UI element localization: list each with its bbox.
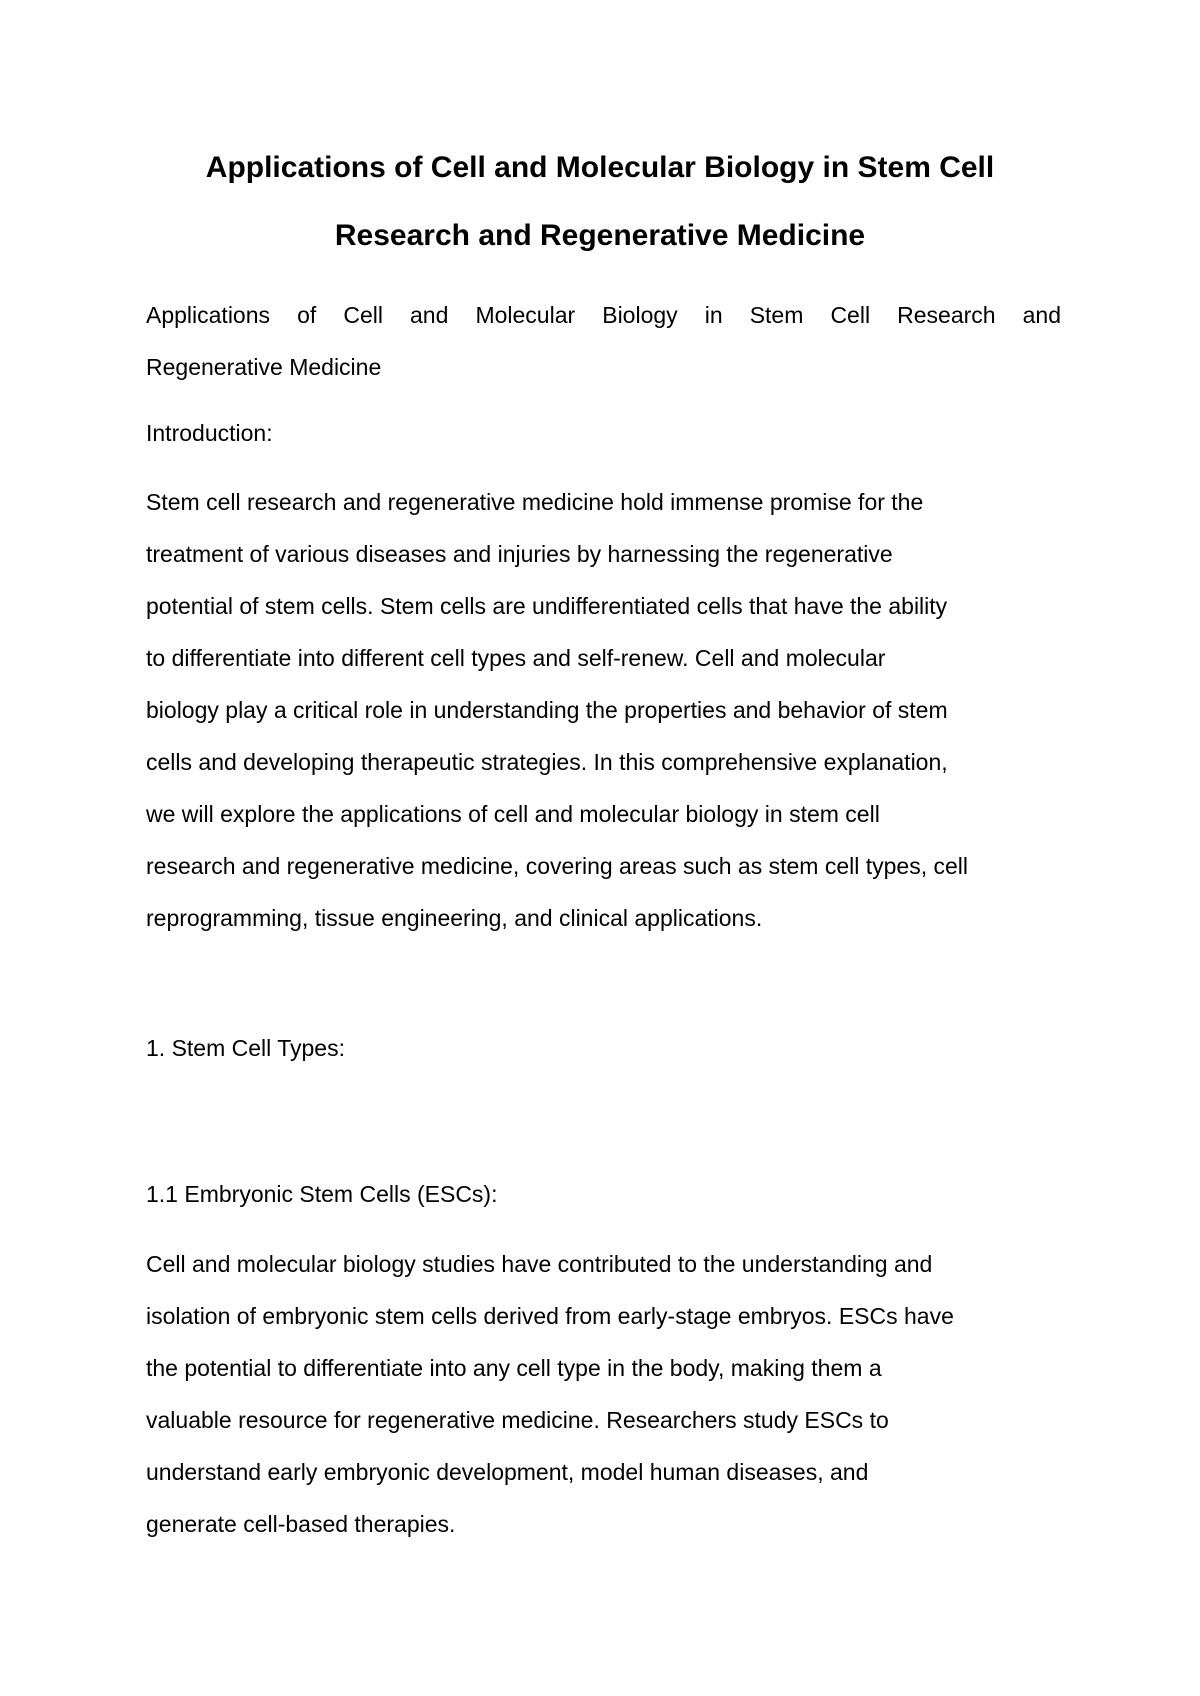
intro-heading: Introduction: [146, 420, 273, 446]
subtitle-block [146, 289, 1061, 393]
paragraph-line: potential of stem cells. Stem cells are undifferentiated cells that have the ability [146, 593, 948, 619]
paragraph-line: reprogramming, tissue engineering, and clinical applications. [146, 905, 763, 931]
intro-paragraph [146, 476, 1061, 944]
paragraph-line: isolation of embryonic stem cells derived from early-stage embryos. ESCs have [146, 1303, 954, 1329]
section-paragraph [146, 1238, 1061, 1550]
paragraph-line: to differentiate into different cell types and self-renew. Cell and molecular [146, 645, 886, 671]
paragraph-line: the potential to differentiate into any cell type in the body, making them a [146, 1355, 882, 1381]
paragraph-line: understand early embryonic development, model human diseases, and [146, 1459, 869, 1485]
paragraph-line: we will explore the applications of cell and molecular biology in stem cell [146, 801, 880, 827]
paragraph-line: research and regenerative medicine, covering areas such as stem cell types, cell [146, 853, 969, 879]
section-heading: 1. Stem Cell Types: [146, 1035, 345, 1061]
paragraph-line: cells and developing therapeutic strategies. In this comprehensive explanation, [146, 749, 948, 775]
paragraph-line: generate cell-based therapies. [146, 1511, 456, 1537]
paragraph-line: treatment of various diseases and injuries by harnessing the regenerative [146, 541, 893, 567]
paragraph-line: Cell and molecular biology studies have contributed to the understanding and [146, 1251, 933, 1277]
document-title-line-2: Research and Regenerative Medicine [334, 219, 866, 252]
document-title-line-1: Applications of Cell and Molecular Biology in Stem Cell [205, 151, 995, 184]
paragraph-line: biology play a critical role in understanding the properties and behavior of stem [146, 697, 948, 723]
paragraph-line: Stem cell research and regenerative medicine hold immense promise for the [146, 489, 924, 515]
paragraph-line: valuable resource for regenerative medicine. Researchers study ESCs to [146, 1407, 889, 1433]
subsection-heading: 1.1 Embryonic Stem Cells (ESCs): [146, 1181, 498, 1207]
subtitle-line-2: Regenerative Medicine [146, 354, 382, 380]
subtitle-line-1: Applications of Cell and Molecular Biology in Stem Cell Research and [146, 302, 1061, 328]
